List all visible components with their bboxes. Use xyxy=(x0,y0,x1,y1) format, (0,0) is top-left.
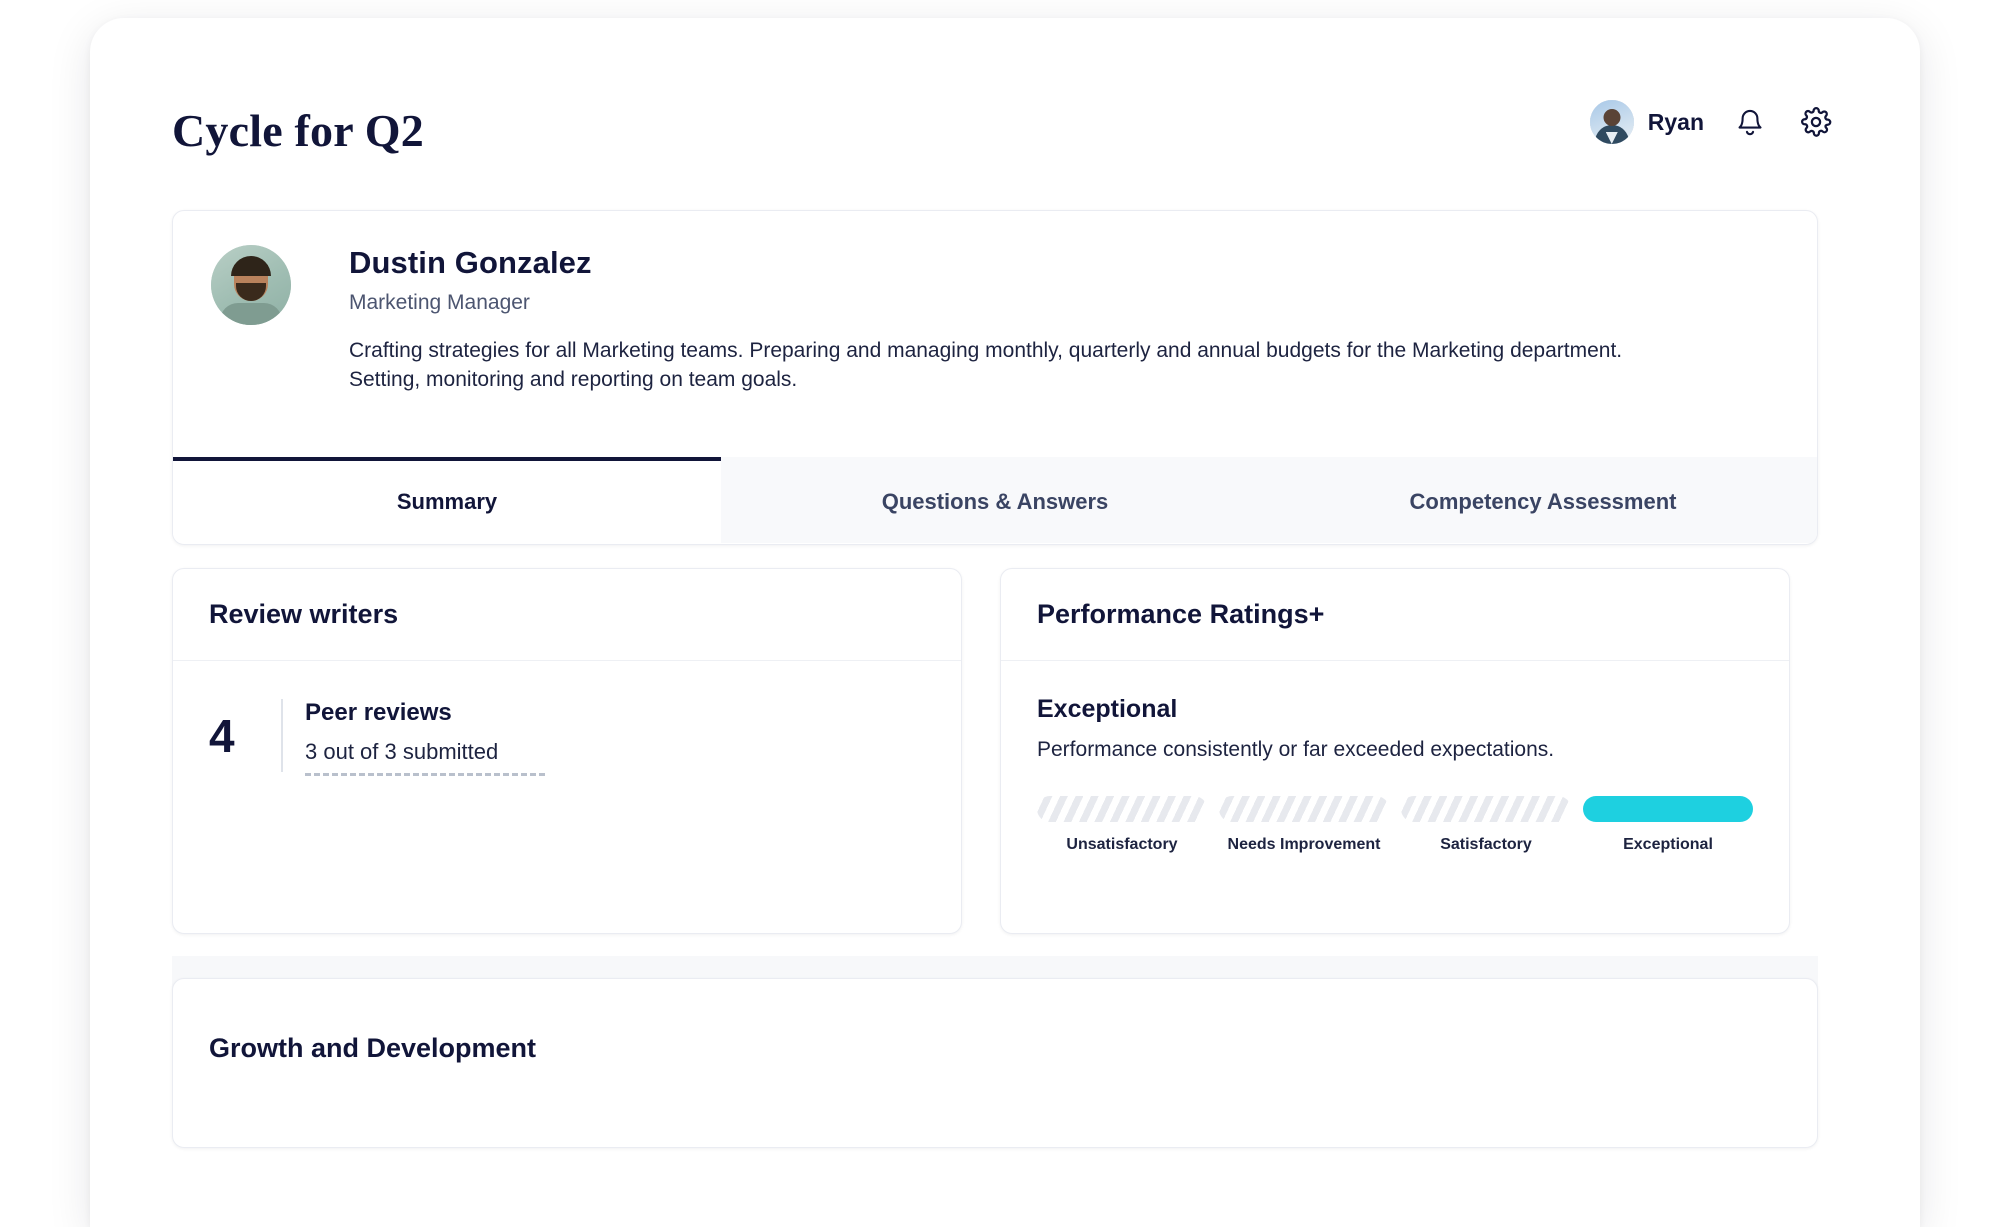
profile-info xyxy=(173,211,1817,423)
user-name: Ryan xyxy=(1647,108,1704,135)
rating-segment-unsatisfactory[interactable] xyxy=(1037,796,1207,822)
rating-scale-labels xyxy=(1037,836,1753,854)
progress-dashed-line xyxy=(305,773,545,776)
avatar xyxy=(1590,100,1634,144)
rating-label-unsatisfactory: Unsatisfactory xyxy=(1066,836,1178,853)
summary-panels xyxy=(172,568,1818,934)
app-window xyxy=(90,18,1920,1227)
page-title: Cycle for Q2 xyxy=(172,105,424,156)
rating-label-satisfactory: Satisfactory xyxy=(1440,836,1532,853)
bell-icon[interactable] xyxy=(1730,102,1770,142)
review-writers-panel xyxy=(172,568,962,934)
app-header xyxy=(90,18,1920,210)
profile-description: Crafting strategies for all Marketing teams. Preparing and managing monthly, quarterly and annual budgets for the Marketing department. Setting, monitoring and reporting on team goals. xyxy=(349,339,1623,391)
rating-selected-label: Exceptional xyxy=(1037,695,1178,723)
tab-competency-assessment[interactable]: Competency Assessment xyxy=(1269,457,1817,543)
rating-segment-satisfactory[interactable] xyxy=(1401,796,1571,822)
rating-description: Performance consistently or far exceeded expectations. xyxy=(1037,738,1555,761)
tab-questions-answers[interactable]: Questions & Answers xyxy=(721,457,1269,543)
profile-name: Dustin Gonzalez xyxy=(349,245,592,280)
review-writers-title: Review writers xyxy=(173,569,961,661)
review-writers-count: 4 xyxy=(209,709,235,762)
growth-and-development-title: Growth and Development xyxy=(209,1033,537,1063)
tab-summary[interactable]: Summary xyxy=(173,457,721,543)
performance-ratings-panel xyxy=(1000,568,1790,934)
rating-segment-exceptional[interactable] xyxy=(1583,796,1753,822)
rating-scale xyxy=(1037,796,1753,822)
performance-ratings-body xyxy=(1001,661,1789,888)
peer-reviews-row xyxy=(209,695,925,776)
growth-and-development-panel xyxy=(172,978,1818,1148)
peer-reviews-status: 3 out of 3 submitted xyxy=(305,739,499,764)
divider xyxy=(281,699,283,772)
user-menu[interactable] xyxy=(1590,100,1704,144)
avatar xyxy=(211,245,291,325)
performance-ratings-title: Performance Ratings+ xyxy=(1001,569,1789,661)
profile-role: Marketing Manager xyxy=(349,291,530,314)
header-actions xyxy=(1590,100,1836,144)
gear-icon[interactable] xyxy=(1796,102,1836,142)
peer-reviews-label: Peer reviews xyxy=(305,699,452,726)
peer-reviews-info xyxy=(305,695,545,776)
rating-segment-needs-improvement[interactable] xyxy=(1219,796,1389,822)
rating-label-exceptional: Exceptional xyxy=(1623,836,1713,853)
profile-tabs xyxy=(173,457,1817,544)
profile-card xyxy=(172,210,1818,545)
review-writers-body xyxy=(173,661,961,810)
rating-label-needs-improvement: Needs Improvement xyxy=(1227,836,1381,853)
